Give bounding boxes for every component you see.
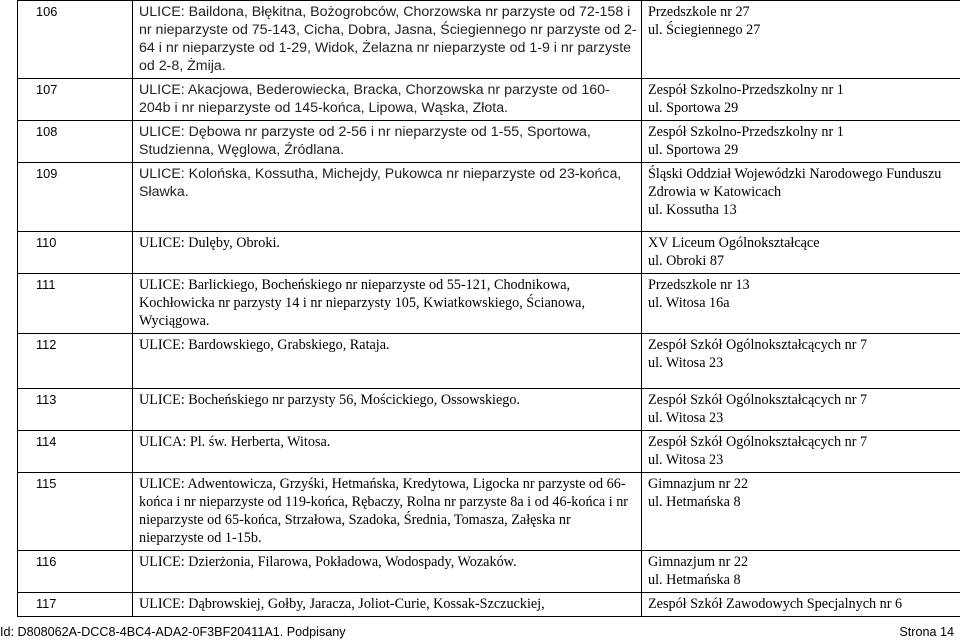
school-address: ul. Ściegiennego 27 [648,21,960,39]
table-row [18,593,960,617]
school-address: ul. Hetmańska 8 [648,493,960,511]
row-number: 107 [36,82,57,97]
school-address: ul. Witosa 23 [648,409,960,427]
row-number: 106 [36,4,57,19]
school-address: ul. Hetmańska 8 [648,571,960,589]
table-row [18,334,960,389]
table-row [18,431,960,473]
streets-cell: ULICE: Bocheńskiego nr parzysty 56, Mościckiego, Ossowskiego. [133,389,642,431]
page-number: Strona 14 [899,623,954,641]
streets-cell: ULICE: Kolońska, Kossutha, Michejdy, Pukowca nr nieparzyste od 23-końca, Sławka. [133,163,642,232]
school-name: Zespół Szkół Ogólnokształcących nr 7 [648,433,960,451]
table-row [18,163,960,232]
school-name: Gimnazjum nr 22 [648,475,960,493]
row-number: 112 [36,337,56,352]
school-address: ul. Sportowa 29 [648,141,960,159]
table-row [18,551,960,593]
district-table [17,0,960,617]
row-number: 109 [36,166,57,181]
table-row [18,473,960,551]
table-row [18,274,960,334]
school-name: Śląski Oddział Wojewódzki Narodowego Funduszu Zdrowia w Katowicach [648,165,960,201]
streets-cell: ULICE: Bardowskiego, Grabskiego, Rataja. [133,334,642,389]
streets-cell: ULICE: Dzierżonia, Filarowa, Pokładowa, Wodospady, Wozaków. [133,551,642,593]
table-row [18,232,960,274]
table-row [18,1,960,79]
school-name: Zespół Szkół Ogólnokształcących nr 7 [648,391,960,409]
streets-cell: ULICA: Pl. św. Herberta, Witosa. [133,431,642,473]
school-name: XV Liceum Ogólnokształcące [648,234,960,252]
document-id: Id: D808062A-DCC8-4BC4-ADA2-0F3BF20411A1. Podpisany [0,623,346,641]
school-address: ul. Sportowa 29 [648,99,960,117]
row-number: 114 [36,434,56,449]
table-row [18,79,960,121]
table-row [18,121,960,163]
school-address: ul. Witosa 23 [648,451,960,469]
row-number: 115 [36,476,56,491]
school-name: Przedszkole nr 27 [648,3,960,21]
streets-cell: ULICE: Dąbrowskiej, Gołby, Jaracza, Joliot-Curie, Kossak-Szczuckiej, [133,593,642,617]
school-name: Zespół Szkolno-Przedszkolny nr 1 [648,123,960,141]
streets-cell: ULICE: Dębowa nr parzyste od 2-56 i nr nieparzyste od 1-55, Sportowa, Studzienna, Węglowa, Źródlana. [133,121,642,163]
school-name: Gimnazjum nr 22 [648,553,960,571]
school-address: ul. Obroki 87 [648,252,960,270]
school-address: ul. Kossutha 13 [648,201,960,219]
school-name: Przedszkole nr 13 [648,276,960,294]
streets-cell: ULICE: Baildona, Błękitna, Bożogrobców, Chorzowska nr parzyste od 72-158 i nr nieparzyste od 75-143, Cicha, Dobra, Jasna, Ściegiennego nr parzyste od 2-64 i nr nieparzyste od 1-29, Widok, Żelazna nr nieparzyste od 1-9 i nr parzyste od 2-8, Żmija. [133,1,642,79]
school-name: Zespół Szkół Ogólnokształcących nr 7 [648,336,960,354]
row-number: 108 [36,124,57,139]
streets-cell: ULICE: Barlickiego, Bocheńskiego nr nieparzyste od 55-121, Chodnikowa, Kochłowicka nr parzysty 14 i nr nieparzysty 105, Kwiatkowskiego, Ścianowa, Wyciągowa. [133,274,642,334]
streets-cell: ULICE: Adwentowicza, Grzyśki, Hetmańska, Kredytowa, Ligocka nr parzyste od 66-końca i nr nieparzyste od 119-końca, Rębaczy, Rolna nr parzyste 8a i od 46-końca i nr nieparzyste od 65-końca, Strzałowa, Szadoka, Średnia, Tomasza, Załęska nr nieparzyste od 1-15b. [133,473,642,551]
streets-cell: ULICE: Akacjowa, Bederowiecka, Bracka, Chorzowska nr parzyste od 160-204b i nr nieparzyste od 145-końca, Lipowa, Wąska, Złota. [133,79,642,121]
school-name: Zespół Szkół Zawodowych Specjalnych nr 6 [648,595,960,613]
row-number: 117 [36,596,56,611]
school-address: ul. Witosa 16a [648,294,960,312]
row-number: 111 [36,277,55,292]
school-address: ul. Witosa 23 [648,354,960,372]
row-number: 116 [36,554,56,569]
row-number: 113 [36,392,56,407]
streets-cell: ULICE: Dulęby, Obroki. [133,232,642,274]
table-row [18,389,960,431]
row-number: 110 [36,235,56,250]
school-name: Zespół Szkolno-Przedszkolny nr 1 [648,81,960,99]
